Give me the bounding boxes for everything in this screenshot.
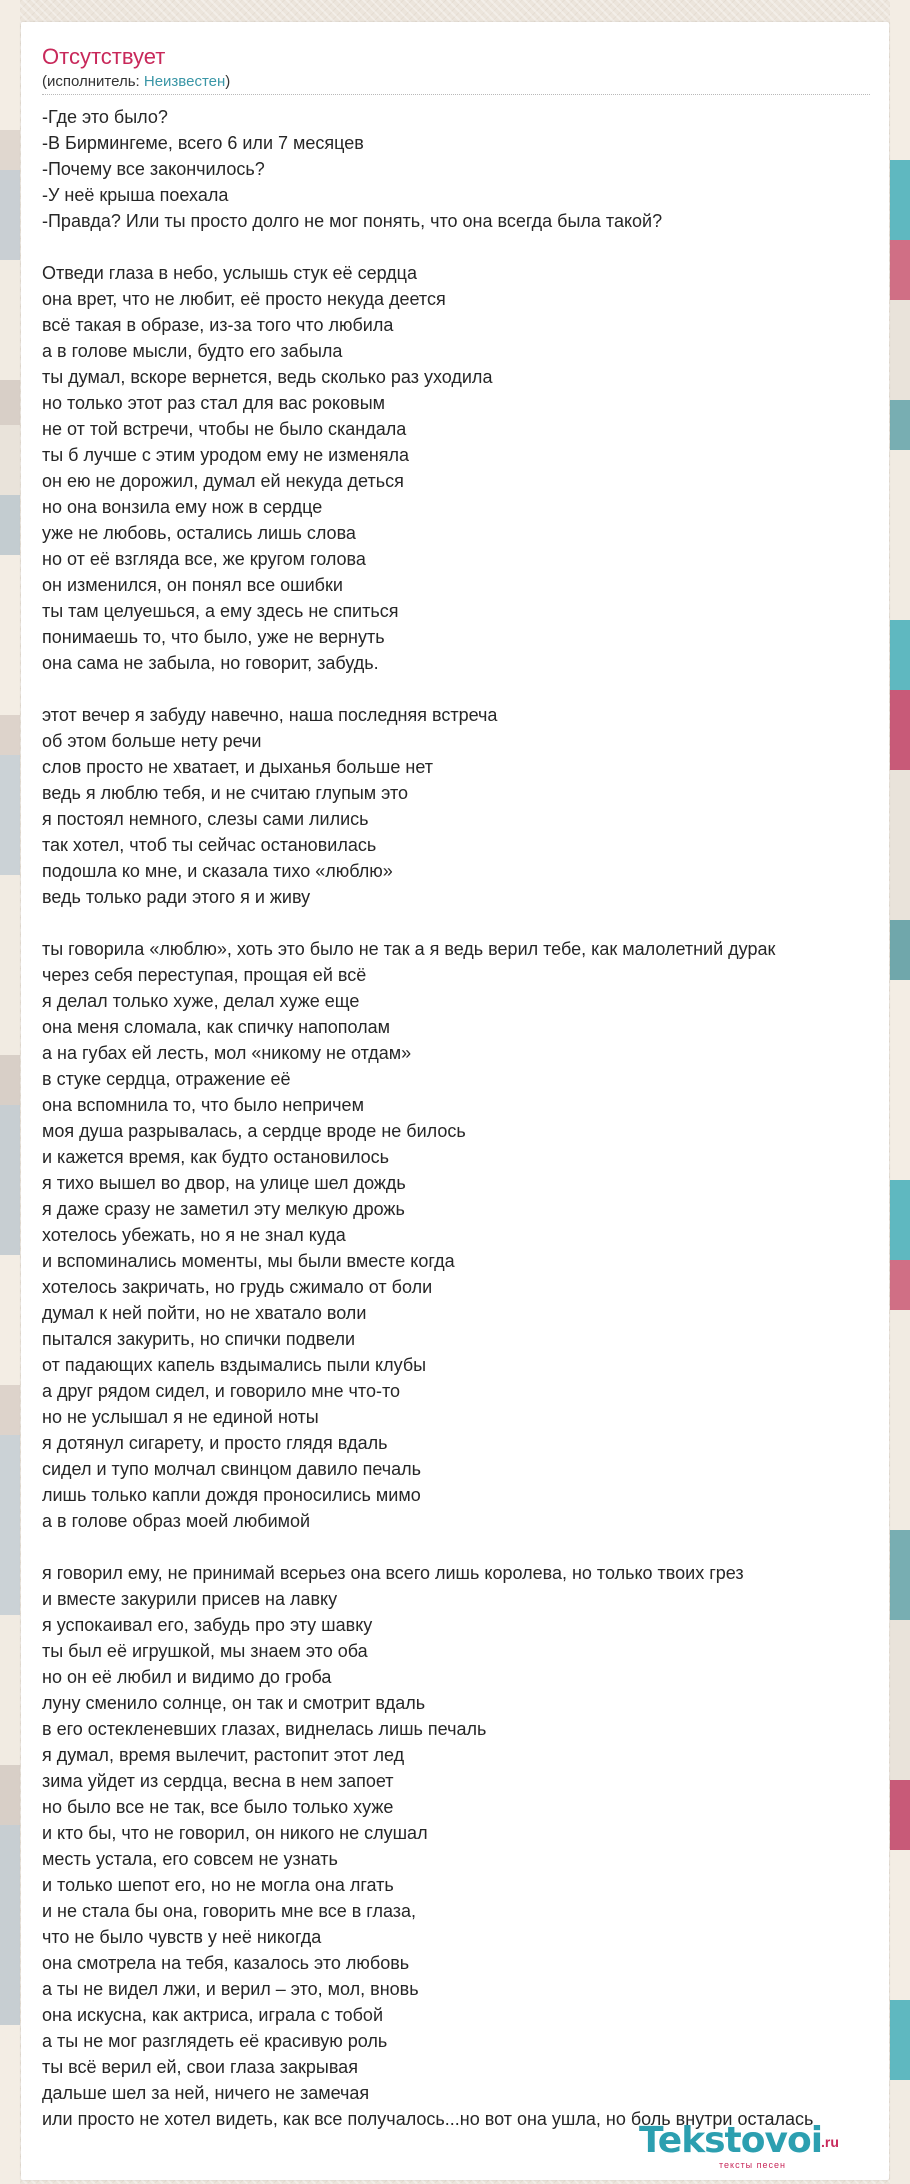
lyric-line: Отведи глаза в небо, услышь стук её сердца bbox=[42, 263, 417, 283]
lyric-line: лишь только капли дождя проносились мимо bbox=[42, 1485, 421, 1505]
lyric-line: месть устала, его совсем не узнать bbox=[42, 1849, 338, 1869]
lyric-line: всё такая в образе, из-за того что любила bbox=[42, 315, 394, 335]
lyric-line: и вместе закурили присев на лавку bbox=[42, 1589, 338, 1609]
lyric-line: пытался закурить, но спички подвели bbox=[42, 1329, 356, 1349]
artist-line bbox=[42, 72, 230, 92]
song-title: Отсутствует bbox=[42, 44, 166, 69]
lyric-line: я даже сразу не заметил эту мелкую дрожь bbox=[42, 1199, 405, 1219]
lyric-line: но было все не так, все было только хуже bbox=[42, 1797, 394, 1817]
lyric-line: я дотянул сигарету, и просто глядя вдаль bbox=[42, 1433, 388, 1453]
lyric-line: и только шепот его, но не могла она лгать bbox=[42, 1875, 394, 1895]
lyric-line: -Почему все закончилось? bbox=[42, 159, 265, 179]
artist-suffix: ) bbox=[225, 73, 231, 90]
lyric-line: об этом больше нету речи bbox=[42, 731, 262, 751]
lyric-line: я постоял немного, слезы сами лились bbox=[42, 809, 369, 829]
lyric-line: дальше шел за ней, ничего не замечая bbox=[42, 2083, 370, 2103]
site-logo[interactable] bbox=[639, 2122, 849, 2170]
lyric-line: он ею не дорожил, думал ей некуда деться bbox=[42, 471, 404, 491]
artist-prefix: (исполнитель: bbox=[42, 73, 144, 90]
lyric-line: или просто не хотел видеть, как все получалось...но вот она ушла, но боль внутри осталась bbox=[42, 2109, 814, 2129]
lyric-line: я успокаивал его, забудь про эту шавку bbox=[42, 1615, 373, 1635]
lyric-line: и кто бы, что не говорил, он никого не слушал bbox=[42, 1823, 428, 1843]
right-stripe-decoration bbox=[890, 0, 910, 2184]
lyric-line: моя душа разрывалась, а сердце вроде не билось bbox=[42, 1121, 466, 1141]
lyric-line: уже не любовь, остались лишь слова bbox=[42, 523, 356, 543]
lyric-line: подошла ко мне, и сказала тихо «люблю» bbox=[42, 861, 393, 881]
lyric-line: а ты не мог разглядеть её красивую роль bbox=[42, 2031, 388, 2051]
lyric-line: и не стала бы она, говорить мне все в глаза, bbox=[42, 1901, 417, 1921]
lyric-line: думал к ней пойти, но не хватало воли bbox=[42, 1303, 367, 1323]
logo-tld: .ru bbox=[821, 2134, 839, 2150]
lyric-line: она врет, что не любит, её просто некуда деется bbox=[42, 289, 446, 309]
logo-name: Tekstovoi bbox=[639, 2120, 823, 2161]
lyric-line: не от той встречи, чтобы не было скандала bbox=[42, 419, 407, 439]
lyric-line: она меня сломала, как спичку напополам bbox=[42, 1017, 391, 1037]
lyric-line: она вспомнила то, что было непричем bbox=[42, 1095, 364, 1115]
verse bbox=[42, 260, 882, 676]
lyric-line: он изменился, он понял все ошибки bbox=[42, 575, 343, 595]
artist-link[interactable]: Неизвестен bbox=[143, 73, 226, 90]
lyric-line: ты был её игрушкой, мы знаем это оба bbox=[42, 1641, 368, 1661]
lyric-line: я думал, время вылечит, растопит этот лед bbox=[42, 1745, 405, 1765]
lyric-line: я делал только хуже, делал хуже еще bbox=[42, 991, 360, 1011]
lyric-line: зима уйдет из сердца, весна в нем запоет bbox=[42, 1771, 394, 1791]
lyric-line: ты говорила «люблю», хоть это было не так а я ведь верил тебе, как малолетний дурак bbox=[42, 939, 776, 959]
lyric-line: а на губах ей лесть, мол «никому не отдам» bbox=[42, 1043, 412, 1063]
lyric-line: я говорил ему, не принимай всерьез она всего лишь королева, но только твоих грез bbox=[42, 1563, 744, 1583]
lyric-line: в его остекленевших глазах, виднелась лишь печаль bbox=[42, 1719, 487, 1739]
lyric-line: она искусна, как актриса, играла с тобой bbox=[42, 2005, 383, 2025]
lyric-line: а в голове мысли, будто его забыла bbox=[42, 341, 343, 361]
title-divider bbox=[42, 94, 870, 95]
lyric-line: -В Бирмингеме, всего 6 или 7 месяцев bbox=[42, 133, 364, 153]
lyric-line: так хотел, чтоб ты сейчас остановилась bbox=[42, 835, 377, 855]
lyric-line: хотелось закричать, но грудь сжимало от боли bbox=[42, 1277, 433, 1297]
lyric-line: сидел и тупо молчал свинцом давило печаль bbox=[42, 1459, 422, 1479]
lyric-line: и вспоминались моменты, мы были вместе когда bbox=[42, 1251, 455, 1271]
lyrics-card bbox=[21, 22, 889, 2180]
logo-tagline: тексты песен bbox=[719, 2160, 787, 2170]
lyric-line: через себя переступая, прощая ей всё bbox=[42, 965, 367, 985]
lyric-line: я тихо вышел во двор, на улице шел дождь bbox=[42, 1173, 406, 1193]
verse bbox=[42, 1560, 882, 2132]
lyric-line: от падающих капель вздымались пыли клубы bbox=[42, 1355, 427, 1375]
lyric-line: хотелось убежать, но я не знал куда bbox=[42, 1225, 346, 1245]
lyric-line: что не было чувств у неё никогда bbox=[42, 1927, 322, 1947]
lyric-line: ты там целуешься, а ему здесь не спиться bbox=[42, 601, 399, 621]
verse bbox=[42, 104, 882, 234]
verse bbox=[42, 936, 882, 1534]
lyric-line: она смотрела на тебя, казалось это любовь bbox=[42, 1953, 410, 1973]
left-stripe-decoration bbox=[0, 0, 20, 2184]
lyric-line: но он её любил и видимо до гроба bbox=[42, 1667, 332, 1687]
lyric-line: но от её взгляда все, же кругом голова bbox=[42, 549, 366, 569]
lyric-line: ведь только ради этого я и живу bbox=[42, 887, 311, 907]
lyric-line: ты думал, вскоре вернется, ведь сколько раз уходила bbox=[42, 367, 493, 387]
lyric-line: ты всё верил ей, свои глаза закрывая bbox=[42, 2057, 358, 2077]
lyric-line: -Где это было? bbox=[42, 107, 168, 127]
lyric-line: и кажется время, как будто остановилось bbox=[42, 1147, 390, 1167]
lyric-line: ведь я люблю тебя, и не считаю глупым это bbox=[42, 783, 408, 803]
lyric-line: а в голове образ моей любимой bbox=[42, 1511, 311, 1531]
lyrics-text bbox=[42, 104, 882, 2161]
lyric-line: слов просто не хватает, и дыханья больше нет bbox=[42, 757, 433, 777]
lyric-line: но она вонзила ему нож в сердце bbox=[42, 497, 323, 517]
lyric-line: а ты не видел лжи, и верил – это, мол, вновь bbox=[42, 1979, 419, 1999]
lyric-line: -У неё крыша поехала bbox=[42, 185, 229, 205]
lyric-line: -Правда? Или ты просто долго не мог понять, что она всегда была такой? bbox=[42, 211, 663, 231]
lyric-line: она сама не забыла, но говорит, забудь. bbox=[42, 653, 379, 673]
lyric-line: а друг рядом сидел, и говорило мне что-то bbox=[42, 1381, 401, 1401]
verse bbox=[42, 702, 882, 910]
lyric-line: но не услышал я не единой ноты bbox=[42, 1407, 319, 1427]
lyric-line: этот вечер я забуду навечно, наша последняя встреча bbox=[42, 705, 498, 725]
lyric-line: ты б лучше с этим уродом ему не изменяла bbox=[42, 445, 410, 465]
lyric-line: понимаешь то, что было, уже не вернуть bbox=[42, 627, 385, 647]
lyric-line: в стуке сердца, отражение её bbox=[42, 1069, 291, 1089]
lyric-line: но только этот раз стал для вас роковым bbox=[42, 393, 386, 413]
lyric-line: луну сменило солнце, он так и смотрит вдаль bbox=[42, 1693, 426, 1713]
